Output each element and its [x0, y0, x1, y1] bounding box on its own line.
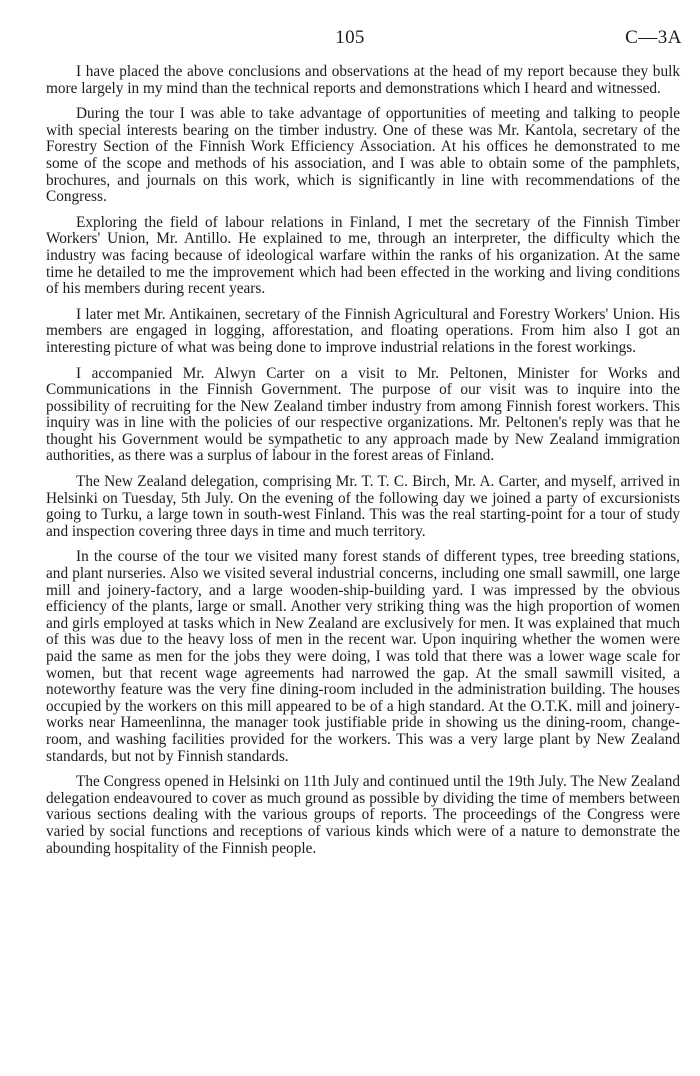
report-body	[46, 64, 680, 866]
paragraph-congress-proceedings: The Congress opened in Helsinki on 11th July and continued until the 19th July. The New Zealand delegation endeavoured to cover as much ground as possible by dividing the time of members between various sections dealing with the various groups of reports. The proceedings of the Congress were varied by social functions and receptions of various kinds which were of a nature to demonstrate the abounding hospitality of the Finnish people.	[46, 773, 680, 857]
paragraph-delegation-arrival: The New Zealand delegation, comprising Mr. T. T. C. Birch, Mr. A. Carter, and myself, arrived in Helsinki on Tuesday, 5th July. On the evening of the following day we joined a party of excursionists going to Turku, a large town in south-west Finland. This was the real starting-point for a tour of study and inspection covering three days in time and much territory.	[46, 473, 680, 540]
paragraph-tour-observations: In the course of the tour we visited many forest stands of different types, tree breeding stations, and plant nurseries. Also we visited several industrial concerns, including one small sawmill, one large mill and joinery-factory, and a large wooden-ship-building yard. I was impressed by the obvious efficiency of the plants, large or small. Another very striking thing was the high proportion of women and girls employed at tasks which in New Zealand are exclusively for men. It was explained that much of this was due to the heavy loss of men in the recent war. Upon inquiring whether the women were paid the same as men for the jobs they were doing, I was told that there was a lower wage scale for women, but that recent wage agreements had narrowed the gap. At the small sawmill visited, a noteworthy feature was the very fine dining-room included in the administration building. The houses occupied by the workers on this mill appeared to be of a high standard. At the O.T.K. mill and joinery-works near Hameenlinna, the manager took justifiable pride in showing us the dining-room, change-room, and washing facilities provided for the workers. This was a very large plant by New Zealand standards, but not by Finnish standards.	[46, 548, 680, 765]
document-series-code: C—3A	[625, 27, 682, 48]
paragraph-kantola-meeting: During the tour I was able to take advantage of opportunities of meeting and talking to people with special interests bearing on the timber industry. One of these was Mr. Kantola, secretary of the Forestry Section of the Finnish Work Efficiency Association. At his offices he demonstrated to me some of the scope and methods of his association, and I was able to obtain some of the pamphlets, brochures, and journals on this work, which is significantly in line with recommendations of the Congress.	[46, 105, 680, 206]
paragraph-timber-workers-union: Exploring the field of labour relations in Finland, I met the secretary of the Finnish Timber Workers' Union, Mr. Antillo. He explained to me, through an interpreter, the difficulty which the industry was facing because of ideological warfare within the ranks of his organization. At the same time he detailed to me the improvement which had been effected in the working and living conditions of his members during recent years.	[46, 213, 680, 298]
page-number: 105	[335, 27, 365, 48]
paragraph-conclusions: I have placed the above conclusions and observations at the head of my report because they bulk more largely in my mind than the technical reports and demonstrations which I heard and witnessed.	[46, 63, 680, 97]
paragraph-agricultural-workers-union: I later met Mr. Antikainen, secretary of the Finnish Agricultural and Forestry Workers' Union. His members are engaged in logging, afforestation, and floating operations. From him also I got an interesting picture of what was being done to improve industrial relations in the forest workings.	[46, 305, 680, 356]
paragraph-peltonen-visit: I accompanied Mr. Alwyn Carter on a visit to Mr. Peltonen, Minister for Works and Communications in the Finnish Government. The purpose of our visit was to inquire into the possibility of recruiting for the New Zealand timber industry from among Finnish forest workers. This inquiry was in line with the policies of our respective organizations. Mr. Peltonen's reply was that he thought his Government would be sympathetic to any approach made by New Zealand immigration authorities, as there was a surplus of labour in the forest areas of Finland.	[46, 364, 680, 465]
